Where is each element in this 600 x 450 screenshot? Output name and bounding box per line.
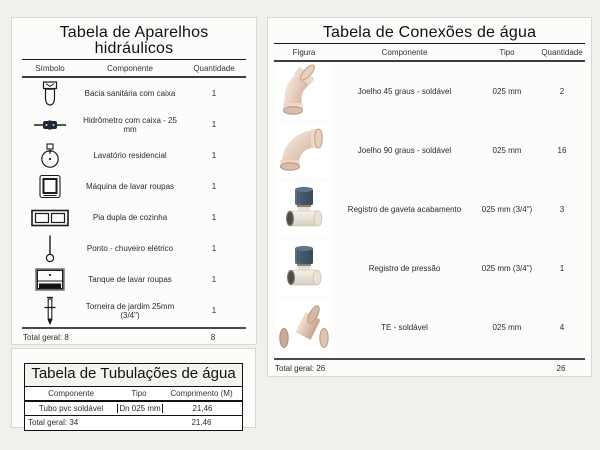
total-value: 21,46 [191,417,212,427]
water-meter-icon [22,118,78,132]
conexoes-total-row [274,358,585,373]
type-value: 025 mm [492,87,522,96]
quantity-value: 1 [211,182,217,191]
tubulacoes-title: Tabela de Tubulações de água [25,364,242,387]
type-value: 025 mm (3/4") [481,264,533,273]
total-label: Total geral: 26 [275,364,326,373]
tubulacoes-header-row [25,387,242,402]
quantity-value: 1 [211,275,217,284]
figure-cell [274,123,334,179]
column-header-figura: Figura [292,48,316,57]
tee-fitting-icon [276,300,332,356]
pressure-valve-icon [276,241,332,297]
quantity-value: 1 [211,244,217,253]
quantity-value: 1 [211,120,217,129]
washing-machine-icon [22,174,78,200]
aparelhos-title-row [22,25,246,60]
component-label: Pia dupla de cozinha [92,213,168,222]
table-row [274,239,585,298]
elbow-45-icon [276,64,332,120]
component-label: Máquina de lavar roupas [85,182,175,191]
column-header-tipo: Tipo [131,388,147,398]
aparelhos-title: Tabela de Aparelhos hidráulicos [22,25,246,60]
component-label: Tubo pvc soldável [25,404,118,413]
table-row [22,233,246,264]
figure-cell [274,64,334,120]
conexoes-table-panel [267,17,592,377]
quantity-value: 3 [559,205,565,214]
table-row [25,402,242,416]
figure-cell [274,300,334,356]
type-value: 025 mm (3/4") [481,205,533,214]
component-label: Lavatório residencial [93,151,167,160]
toilet-icon [22,81,78,107]
figure-cell [274,241,334,297]
total-label: Total geral: 8 [23,333,69,342]
conexoes-title-row [274,25,585,41]
gate-valve-icon [276,182,332,238]
component-label: Tanque de lavar roupas [88,275,172,284]
column-header-tipo: Tipo [499,48,515,57]
laundry-tank-icon [22,268,78,292]
aparelhos-table-panel [11,17,257,345]
table-row [274,180,585,239]
type-value: 025 mm [492,323,522,332]
tubulacoes-table-panel [11,348,256,428]
conexoes-title: Tabela de Conexões de água [322,24,537,41]
component-label: Registro de gaveta acabamento [347,205,462,214]
total-value: 8 [210,333,216,342]
component-label: Ponto - chuveiro elétrico [86,244,174,253]
quantity-value: 1 [211,89,217,98]
table-row [22,202,246,233]
quantity-value: 1 [559,264,565,273]
shower-point-icon [22,235,78,263]
component-label: TE - soldável [381,323,428,332]
component-label: Hidrômetro com caixa - 25 mm [83,115,177,134]
column-header-simbolo: Símbolo [35,64,65,73]
table-row [274,121,585,180]
quantity-value: 1 [211,151,217,160]
column-header-componente: Componente [381,48,428,57]
garden-tap-icon [22,296,78,326]
quantity-value: 1 [211,213,217,222]
quantity-value: 4 [559,323,565,332]
double-sink-icon [22,209,78,227]
column-header-comprimento: Comprimento (M) [170,388,233,398]
type-value: Dn 025 mm [118,404,163,413]
tubulacoes-table [24,363,243,431]
total-label: Total geral: 34 [28,417,79,427]
component-label: Joelho 90 graus - soldável [357,146,452,155]
figure-cell [274,182,334,238]
total-value: 26 [556,364,566,373]
quantity-value: 1 [211,306,217,315]
aparelhos-total-row [22,327,246,342]
sink-icon [22,143,78,169]
aparelhos-header-row [22,60,246,78]
table-row [22,140,246,171]
quantity-value: 2 [559,87,565,96]
component-label: Torneira de jardim 25mm (3/4") [85,301,175,320]
elbow-90-icon [276,123,332,179]
table-row [274,298,585,357]
table-row [22,109,246,140]
tubulacoes-total-row [25,416,242,430]
table-row [22,78,246,109]
type-value: 025 mm [492,146,522,155]
component-label: Registro de pressão [368,264,441,273]
table-row [22,264,246,295]
column-header-quantidade: Quantidade [193,64,235,73]
component-label: Joelho 45 graus - soldável [357,87,452,96]
column-header-componente: Componente [48,388,94,398]
column-header-quantidade: Quantidade [541,48,583,57]
table-row [22,171,246,202]
table-row [22,295,246,326]
column-header-componente: Componente [107,64,153,73]
length-value: 21,46 [192,403,213,413]
quantity-value: 16 [557,146,567,155]
conexoes-header-row [274,44,585,62]
component-label: Bacia sanitária com caixa [84,89,176,98]
table-row [274,62,585,121]
